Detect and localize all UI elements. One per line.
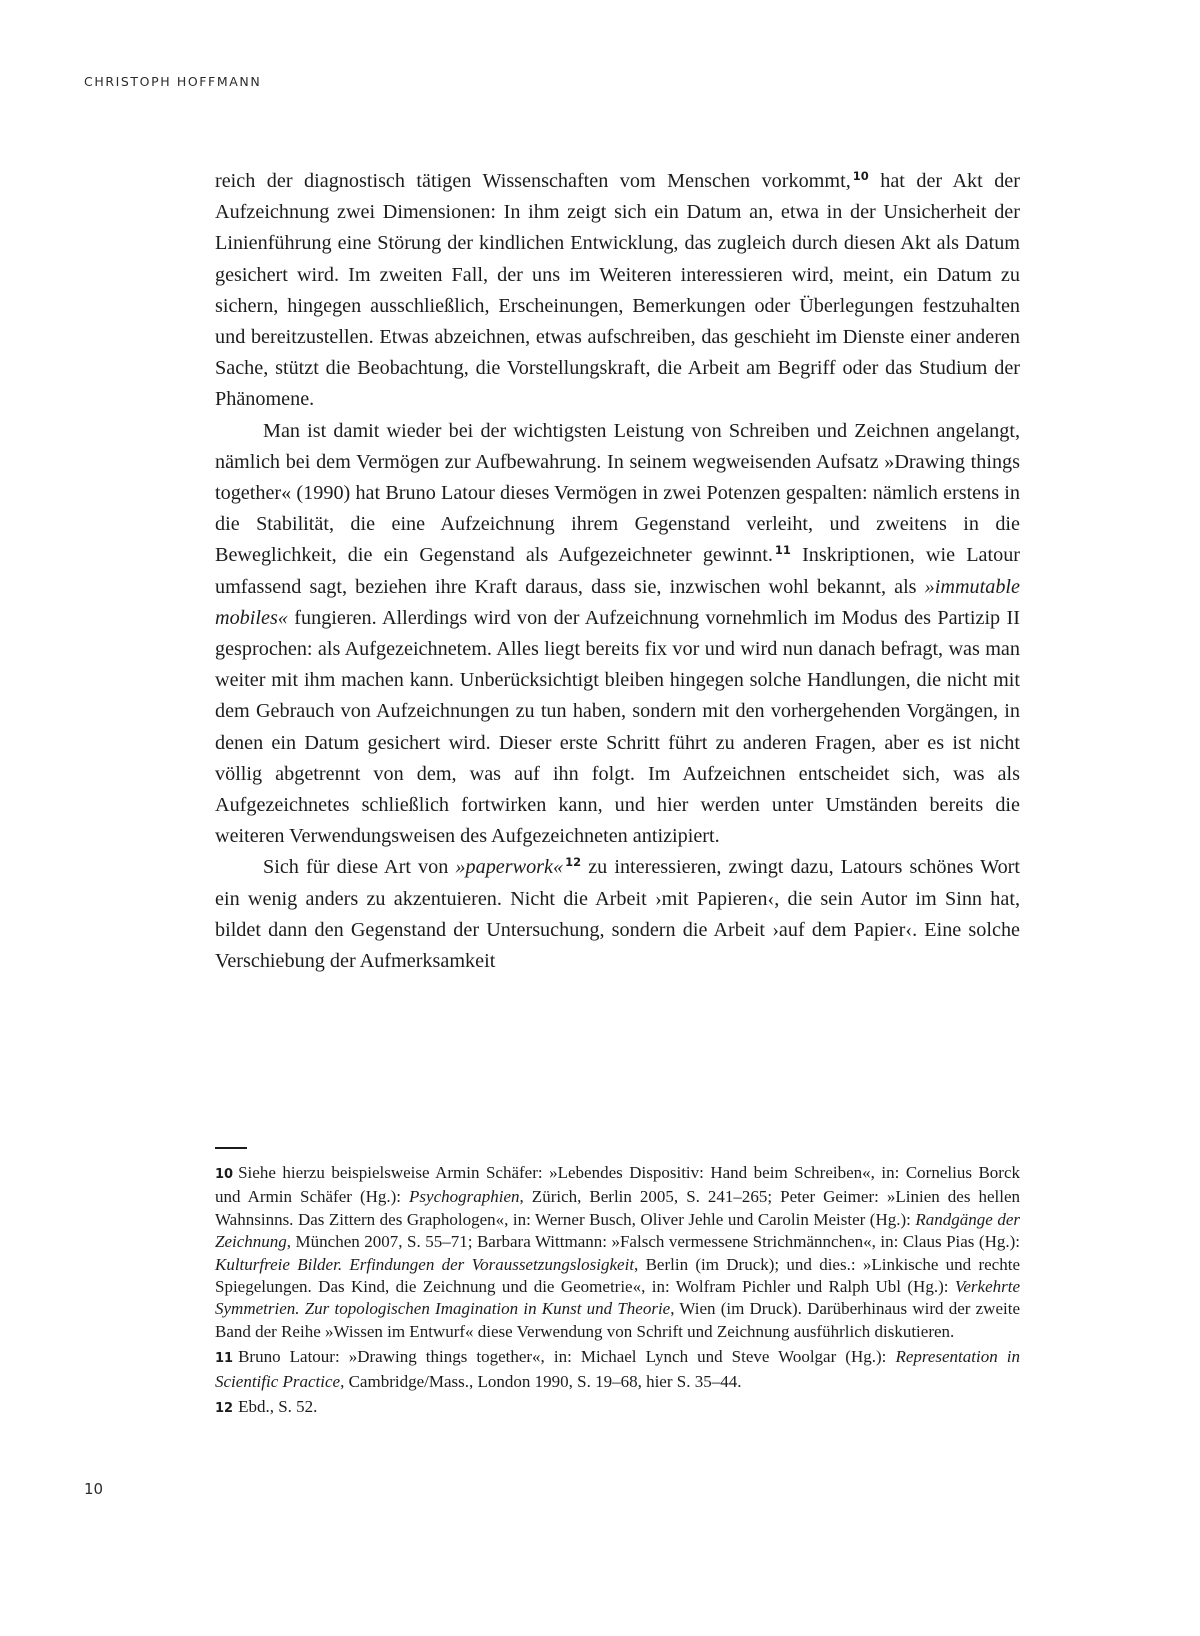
title-italic: Verkehrte Symmetrien. Zur topologischen Imagination in Kunst und Theorie xyxy=(215,1277,1020,1319)
footnote xyxy=(215,1162,1020,1343)
text-run: , Berlin (im Druck); und dies.: »Linkische und rechte Spiegelungen. Das Kind, die Zeichnung und die Geometrie«, in: Wolfram Pichler und Ralph Ubl (Hg.): xyxy=(215,1254,1020,1297)
paragraph xyxy=(215,852,1020,977)
text-run: Inskriptionen, wie Latour umfassend sagt, beziehen ihre Kraft daraus, dass sie, inzwischen wohl bekannt, als xyxy=(215,544,1021,598)
text-run: Sich für diese Art von xyxy=(263,856,456,879)
emphasis: »immutable mobiles« xyxy=(215,575,1020,629)
text-run: reich der diagnostisch tätigen Wissenschaften vom Menschen vorkommt, xyxy=(215,170,851,192)
page-number: 10 xyxy=(84,1480,104,1498)
footnote xyxy=(215,1346,1020,1393)
footnote xyxy=(215,1396,1020,1420)
footnote-reference[interactable]: 10 xyxy=(852,169,869,183)
text-run: hat der Akt der Aufzeichnung zwei Dimensionen: In ihm zeigt sich ein Datum an, etwa in der Unsicherheit der Linienführung eine Störung der kindlichen Entwicklung, das zugleich durch diesen Akt als Datum gesichert wird. Im zweiten Fall, der uns im Weiteren interessieren wird, meint, ein Datum zu sichern, hingegen ausschließlich, Erscheinungen, Bemerkungen oder Überlegungen festzuhalten und bereitzustellen. Etwas abzeichnen, etwas aufschreiben, das geschieht im Dienste einer anderen Sache, stützt die Beobachtung, die Vorstellungskraft, die Arbeit am Begriff oder das Studium der Phänomene. xyxy=(215,170,1020,411)
text-run: Man ist damit wieder bei der wichtigsten Leistung von Schreiben und Zeichnen angelangt, nämlich bei dem Vermögen zur Aufbewahrung. In seinem wegweisenden Aufsatz »Drawing things together« (1990) hat Bruno Latour dieses Vermögen in zwei Potenzen gespalten: nämlich erstens in die Stabilität, die eine Aufzeichnung ihrem Gegenstand verleiht, und zweitens in die Beweglichkeit, die ein Gegenstand als Aufgezeichneter gewinnt. xyxy=(215,419,1020,567)
text-run: zu interessieren, zwingt dazu, Latours schönes Wort ein wenig anders zu akzentuieren. Nicht die Arbeit ›mit Papieren‹, die sein Autor im Sinn hat, bildet dann den Gegenstand der Untersuchung, sondern die Arbeit ›auf dem Papier‹. Eine solche Verschiebung der Aufmerksamkeit xyxy=(215,856,1020,973)
footnote-number: 11 xyxy=(215,1351,234,1367)
footnotes xyxy=(215,1162,1020,1423)
title-italic: Kulturfreie Bilder. Erfindungen der Voraussetzungslosigkeit xyxy=(215,1254,635,1274)
title-italic: Psychographien xyxy=(409,1187,520,1207)
emphasis: »paperwork« xyxy=(455,856,564,879)
text-run: , Wien (im Druck). Darüberhinaus wird der zweite Band der Reihe »Wissen im Entwurf« diese Verwendung von Schrift und Zeichnung ausführlich diskutieren. xyxy=(215,1299,1020,1341)
title-italic: Randgänge der Zeichnung xyxy=(215,1209,1020,1252)
text-run: Ebd., S. 52. xyxy=(238,1397,318,1417)
text-run: , München 2007, S. 55–71; Barbara Wittmann: »Falsch vermessene Strichmännchen«, in: Claus Pias (Hg.): xyxy=(286,1232,1020,1252)
text-run: Siehe hierzu beispielsweise Armin Schäfer: »Lebendes Dispositiv: Hand beim Schreiben«, in: Cornelius Borck und Armin Schäfer (Hg.): xyxy=(215,1163,1020,1207)
text-run: fungieren. Allerdings wird von der Aufzeichnung vornehmlich im Modus des Partizip II gesprochen: als Aufgezeichnetem. Alles liegt bereits fix vor und wird nun danach befragt, was man weiter mit ihm machen kann. Unberücksichtigt bleiben hingegen solche Handlungen, die nicht mit dem Gebrauch von Aufzeichnungen zu tun haben, sondern mit den vorhergehenden Vorgängen, in denen ein Datum gesichert wird. Dieser erste Schritt führt zu anderen Fragen, aber es ist nicht völlig abgetrennt von dem, was auf ihn folgt. Im Aufzeichnen entscheidet sich, was als Aufgezeichnetes schließlich fortwirken kann, und hier werden unter Umständen bereits die weiteren Verwendungsweisen des Aufgezeichneten antizipiert. xyxy=(215,606,1020,848)
paragraph xyxy=(215,416,1020,853)
footnote-number: 10 xyxy=(215,1167,234,1182)
footnote-separator xyxy=(215,1147,247,1149)
text-run: , Cambridge/Mass., London 1990, S. 19–68, hier S. 35–44. xyxy=(340,1371,742,1391)
text-run: , Zürich, Berlin 2005, S. 241–265; Peter Geimer: »Linien des hellen Wahnsinns. Das Zittern des Graphologen«, in: Werner Busch, Oliver Jehle und Carolin Meister (Hg.): xyxy=(215,1187,1020,1229)
footnote-number: 12 xyxy=(215,1401,234,1417)
text-run: Bruno Latour: »Drawing things together«, in: Michael Lynch und Steve Woolgar (Hg.): xyxy=(238,1347,896,1367)
paragraph xyxy=(215,166,1020,416)
body-text xyxy=(215,166,1020,977)
footnote-reference[interactable]: 12 xyxy=(565,855,582,870)
footnote-reference[interactable]: 11 xyxy=(774,543,791,558)
running-head: CHRISTOPH HOFFMANN xyxy=(84,74,262,89)
title-italic: Representation in Scientific Practice xyxy=(215,1347,1020,1391)
